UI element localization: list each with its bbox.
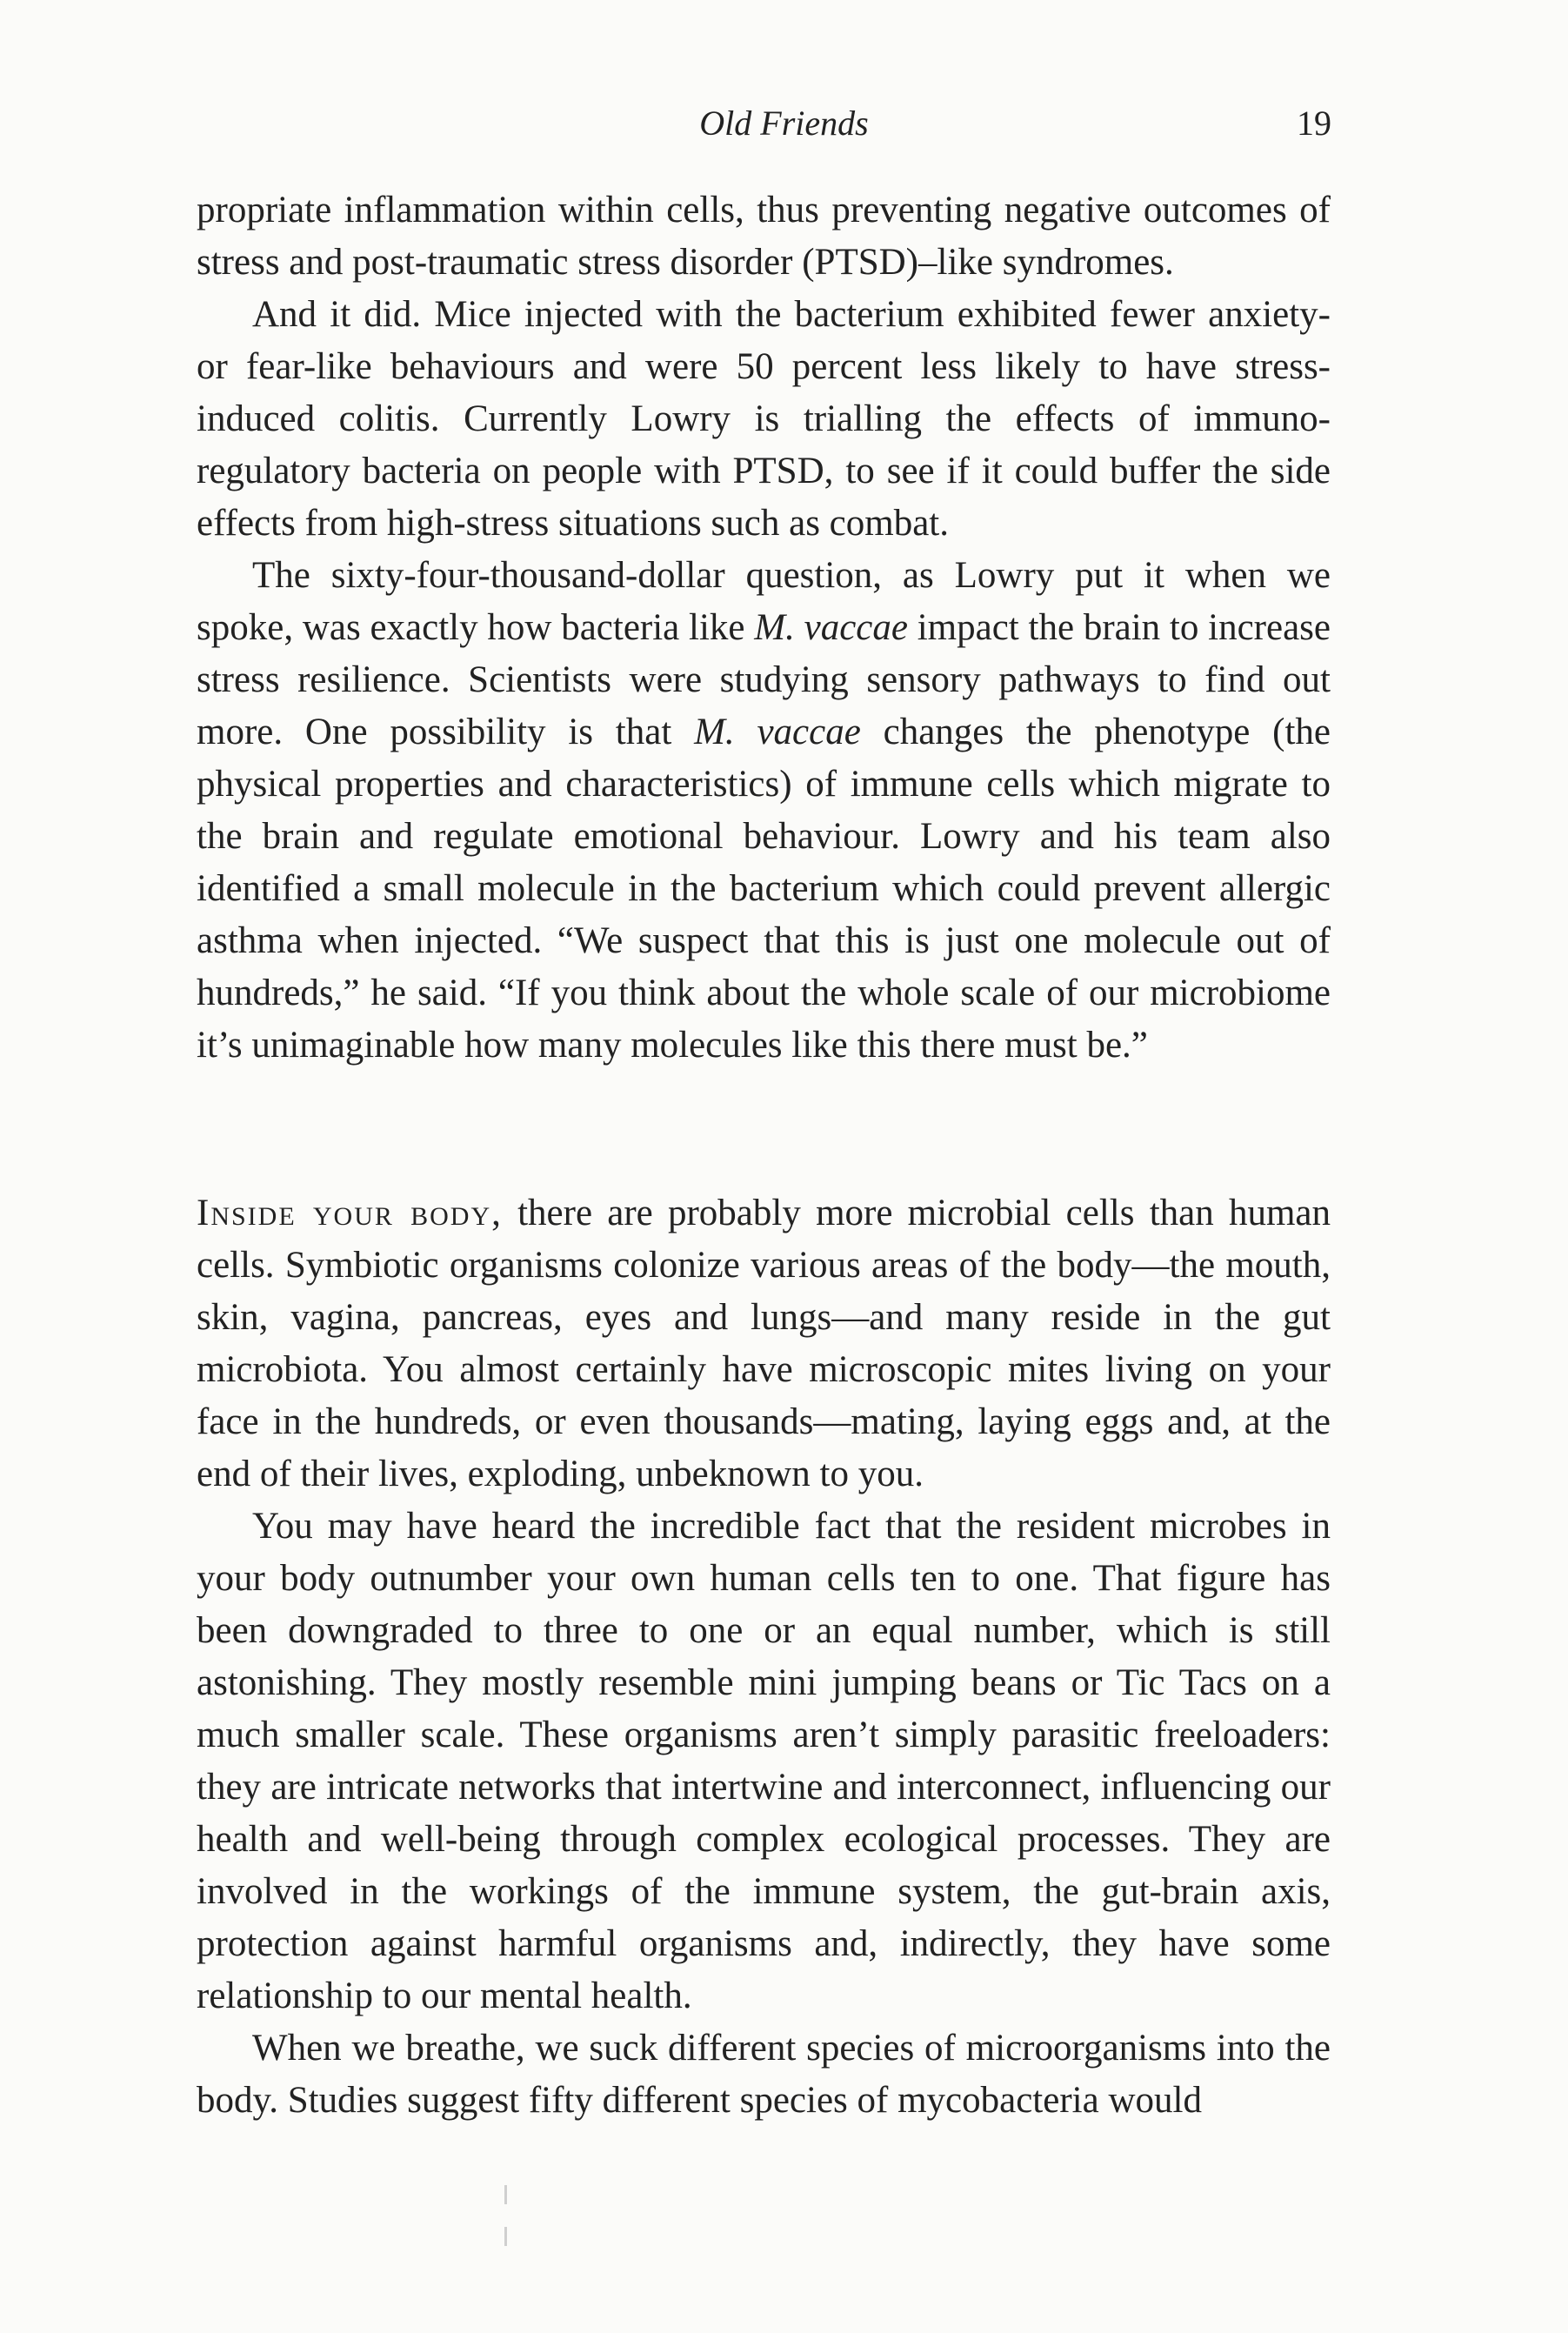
- paragraph: [197, 550, 1331, 1072]
- paragraph-text: When we breathe, we suck different species of microorganisms into the body. Studies suggest fifty different species of mycobacteria would: [197, 2028, 1331, 2121]
- scan-mark: [504, 2185, 507, 2204]
- paragraph-text: And it did. Mice injected with the bacterium exhibited fewer anxiety- or fear-like behaviours and were 50 percent less likely to have stress-induced colitis. Currently Lowry is trialling the effects of immuno-regulatory bacteria on people with PTSD, to see if it could buffer the side effects from high-stress situations such as combat.: [197, 294, 1331, 544]
- paragraph-text: The sixty-four-thousand-dollar question, as Lowry put it when we spoke, was exactly how bacteria like: [197, 555, 1331, 648]
- section-lead-in: Inside your body,: [197, 1193, 503, 1233]
- paragraph-text: there are probably more microbial cells than human cells. Symbiotic organisms colonize various areas of the body—the mouth, skin, vagina, pancreas, eyes and lungs—and many reside in the gut microbiota. You almost certainly have microscopic mites living on your face in the hundreds, or even thousands—mating, laying eggs and, at the end of their lives, exploding, unbeknown to you.: [197, 1193, 1331, 1494]
- page-number: 19: [1297, 104, 1331, 143]
- paragraph-text: impact the brain to increase stress resilience. Scientists were studying sensory pathways to find out more. One possibility is that: [197, 607, 1331, 752]
- text-block-lower: [197, 1187, 1331, 2127]
- paragraph-text: changes the phenotype (the physical properties and characteristics) of immune cells which migrate to the brain and regulate emotional behaviour. Lowry and his team also identified a small molecule in the bacterium which could prevent allergic asthma when injected. “We suspect that this is just one molecule out of hundreds,” he said. “If you think about the whole scale of our microbiome it’s unimaginable how many molecules like this there must be.”: [197, 712, 1331, 1066]
- species-name: M. vaccae: [694, 712, 861, 752]
- paragraph-continuation: [197, 184, 1331, 289]
- species-name: M. vaccae: [754, 607, 908, 648]
- paragraph: [197, 1501, 1331, 2022]
- paragraph: [197, 289, 1331, 550]
- scan-mark: [504, 2227, 507, 2246]
- text-block-upper: [197, 184, 1331, 1072]
- paragraph: [197, 2022, 1331, 2127]
- section-opening-paragraph: [197, 1187, 1331, 1501]
- running-title: Old Friends: [699, 104, 869, 143]
- paragraph-text: You may have heard the incredible fact that the resident microbes in your body outnumber your own human cells ten to one. That figure has been downgraded to three to one or an equal number, which is still astonishing. They mostly resemble mini jumping beans or Tic Tacs on a much smaller scale. These organisms aren’t simply parasitic freeloaders: they are intricate networks that intertwine and interconnect, influencing our health and well-being through complex ecological processes. They are involved in the workings of the immune system, the gut-brain axis, protection against harmful organisms and, indirectly, they have some relationship to our mental health.: [197, 1506, 1331, 2016]
- running-head: [0, 97, 1568, 150]
- paragraph-text: propriate inflammation within cells, thus preventing negative outcomes of stress and post-traumatic stress disorder (PTSD)–like syndromes.: [197, 190, 1331, 283]
